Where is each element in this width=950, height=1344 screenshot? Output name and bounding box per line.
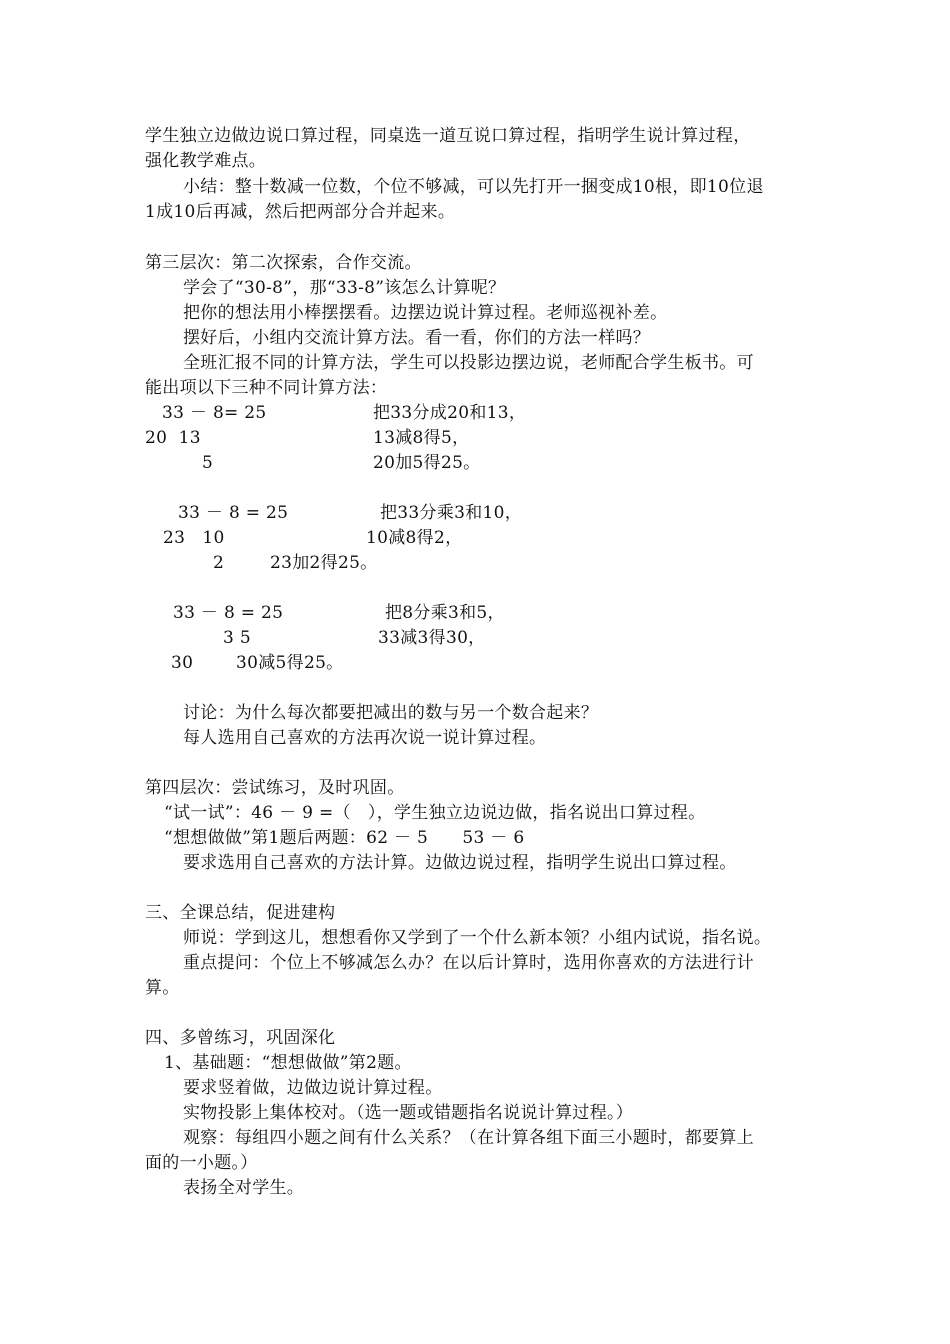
method2-note: 把33分乘3和10， xyxy=(380,503,523,523)
paragraph-line: 观察：每组四小题之间有什么关系？（在计算各组下面三小题时，都要算上 xyxy=(183,1128,754,1148)
section-heading: 四、多曾练习，巩固深化 xyxy=(145,1028,336,1048)
paragraph-line: 算。 xyxy=(145,978,180,998)
paragraph-line: 小结：整十数减一位数，个位不够减，可以先打开一捆变成10根，即10位退 xyxy=(183,177,764,197)
section-heading: 第三层次：第二次探索，合作交流。 xyxy=(145,253,422,273)
method3-equation: 33 － 8 = 25 xyxy=(173,603,284,623)
method3-split: 3 5 xyxy=(223,628,251,648)
paragraph-line: 学会了“30-8”，那“33-8”该怎么计算呢？ xyxy=(183,278,506,298)
paragraph-line: 表扬全对学生。 xyxy=(183,1178,305,1198)
paragraph-line: 摆好后，小组内交流计算方法。看一看，你们的方法一样吗？ xyxy=(183,328,651,348)
paragraph-line: 把你的想法用小棒摆摆看。边摆边说计算过程。老师巡视补差。 xyxy=(183,303,668,323)
paragraph-line: 学生独立边做边说口算过程，同桌选一道互说口算过程，指明学生说计算过程， xyxy=(145,126,751,146)
paragraph-line: “想想做做”第1题后两题：62 － 5 53 － 6 xyxy=(164,828,525,848)
method1-equation: 33 － 8= 25 xyxy=(162,403,267,423)
paragraph-line: 强化教学难点。 xyxy=(145,151,267,171)
method3-note: 30减5得25。 xyxy=(236,653,344,673)
paragraph-line: 全班汇报不同的计算方法，学生可以投影边摆边说，老师配合学生板书。可 xyxy=(183,353,754,373)
method2-note: 10减8得2， xyxy=(366,528,463,548)
paragraph-line: 能出项以下三种不同计算方法： xyxy=(145,378,388,398)
method2-result: 2 xyxy=(213,553,225,573)
method2-split: 23 10 xyxy=(163,528,225,548)
paragraph-line: 实物投影上集体校对。（选一题或错题指名说说计算过程。） xyxy=(183,1103,634,1123)
section-heading: 第四层次：尝试练习，及时巩固。 xyxy=(145,778,405,798)
method1-split: 20 13 xyxy=(145,428,201,448)
paragraph-line: “试一试”：46 － 9 =（ ），学生独立边说边做，指名说出口算过程。 xyxy=(164,803,706,823)
method2-note: 23加2得25。 xyxy=(270,553,378,573)
paragraph-line: 1成10后再减，然后把两部分合并起来。 xyxy=(145,202,456,222)
method3-note: 33减3得30， xyxy=(378,628,486,648)
paragraph-line: 讨论：为什么每次都要把减出的数与另一个数合起来？ xyxy=(183,703,599,723)
method1-note: 13减8得5， xyxy=(373,428,470,448)
method3-note: 把8分乘3和5， xyxy=(385,603,505,623)
paragraph-line: 重点提问：个位上不够减怎么办？在以后计算时，选用你喜欢的方法进行计 xyxy=(183,953,754,973)
paragraph-line: 每人选用自己喜欢的方法再次说一说计算过程。 xyxy=(183,728,547,748)
paragraph-line: 要求选用自己喜欢的方法计算。边做边说过程，指明学生说出口算过程。 xyxy=(183,853,737,873)
paragraph-line: 要求竖着做，边做边说计算过程。 xyxy=(183,1078,443,1098)
method3-result: 30 xyxy=(171,653,194,673)
method1-result: 5 xyxy=(202,453,214,473)
paragraph-line: 1、基础题：“想想做做”第2题。 xyxy=(164,1053,412,1073)
method2-equation: 33 － 8 = 25 xyxy=(178,503,289,523)
section-heading: 三、全课总结，促进建构 xyxy=(145,903,336,923)
method1-note: 20加5得25。 xyxy=(373,453,481,473)
paragraph-line: 面的一小题。） xyxy=(145,1153,258,1173)
paragraph-line: 师说：学到这儿，想想看你又学到了一个什么新本领？小组内试说，指名说。 xyxy=(183,928,772,948)
method1-note: 把33分成20和13， xyxy=(373,403,527,423)
